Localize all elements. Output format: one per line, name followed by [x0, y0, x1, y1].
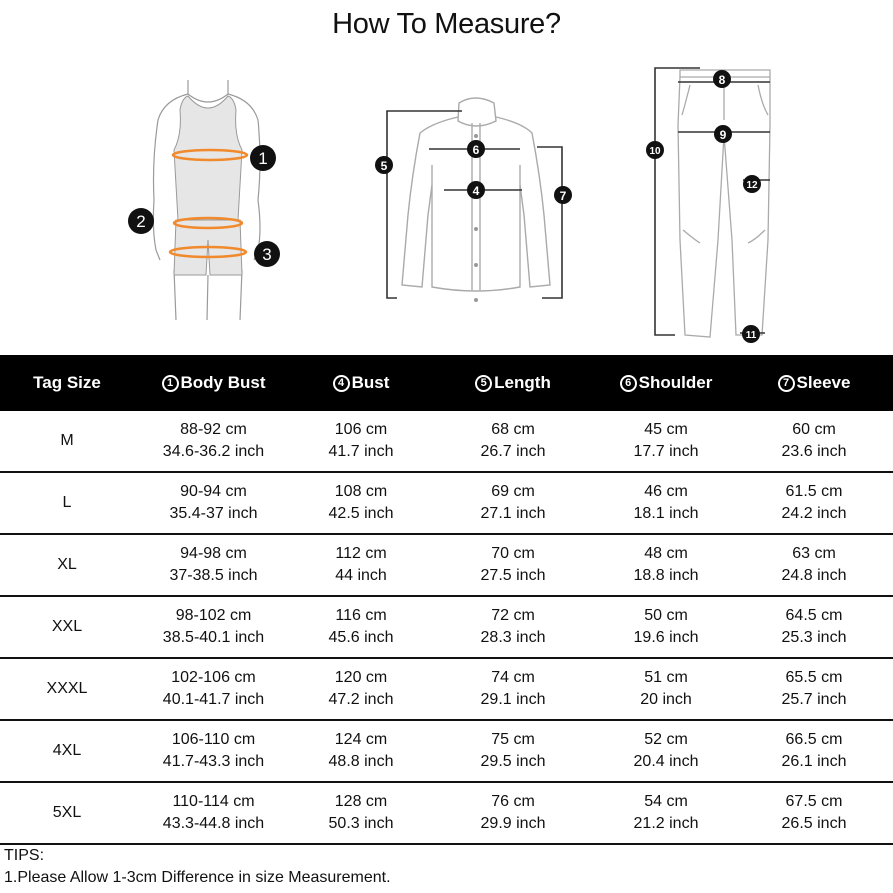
- body-figure-illustration: [130, 80, 290, 350]
- badge-9-icon: [714, 125, 732, 143]
- cell-bust: 108 cm 42.5 inch: [328, 483, 394, 522]
- cell-sleeve: 67.5 cm 26.5 inch: [781, 793, 847, 832]
- table-row: [0, 783, 893, 845]
- cell-length: 68 cm 26.7 inch: [480, 421, 546, 460]
- table-row: [0, 473, 893, 535]
- badge-12-icon: [743, 175, 761, 193]
- table-row: [0, 411, 893, 473]
- badge-3-icon: [254, 241, 280, 267]
- number-4-icon: 4: [333, 375, 350, 392]
- cell-shoulder: 51 cm 20 inch: [640, 669, 692, 708]
- cell-body-bust: 88-92 cm 34.6-36.2 inch: [162, 421, 265, 460]
- svg-text:12: 12: [746, 180, 758, 191]
- cell-length: 74 cm 29.1 inch: [480, 669, 546, 708]
- svg-text:9: 9: [719, 128, 727, 142]
- cell-bust: 124 cm 48.8 inch: [328, 731, 394, 770]
- svg-text:2: 2: [136, 212, 146, 231]
- cell-shoulder: 48 cm 18.8 inch: [633, 545, 699, 584]
- cell-bust: 128 cm 50.3 inch: [328, 793, 394, 832]
- cell-sleeve: 61.5 cm 24.2 inch: [781, 483, 847, 522]
- table-row: [0, 597, 893, 659]
- cell-length: 72 cm 28.3 inch: [480, 607, 546, 646]
- badge-10-icon: [646, 141, 664, 159]
- svg-text:11: 11: [745, 330, 757, 341]
- cell-bust: 120 cm 47.2 inch: [328, 669, 394, 708]
- cell-body-bust: 110-114 cm 43.3-44.8 inch: [162, 793, 265, 832]
- svg-text:3: 3: [262, 245, 272, 264]
- measurement-illustrations: [0, 55, 893, 355]
- table-row: [0, 721, 893, 783]
- cell-size: 4XL: [52, 742, 82, 759]
- cell-size: 5XL: [52, 804, 82, 821]
- number-1-icon: 1: [162, 375, 179, 392]
- svg-text:1: 1: [258, 149, 268, 168]
- cell-bust: 116 cm 45.6 inch: [328, 607, 394, 646]
- pants-illustration: [640, 65, 780, 345]
- cell-size: XL: [57, 556, 77, 573]
- header-shoulder: 6 Shoulder: [597, 373, 735, 393]
- cell-sleeve: 64.5 cm 25.3 inch: [781, 607, 847, 646]
- table-row: [0, 535, 893, 597]
- header-length: 5 Length: [429, 373, 597, 393]
- cell-size: XXXL: [46, 680, 88, 697]
- cell-sleeve: 66.5 cm 26.1 inch: [781, 731, 847, 770]
- size-chart-table: [0, 355, 893, 845]
- cell-shoulder: 46 cm 18.1 inch: [633, 483, 699, 522]
- header-body-bust: 1 Body Bust: [134, 373, 293, 393]
- header-sleeve: 7 Sleeve: [735, 373, 893, 393]
- badge-7-icon: [554, 186, 572, 204]
- page-title: How To Measure?: [332, 8, 561, 40]
- svg-text:5: 5: [380, 159, 388, 173]
- cell-sleeve: 60 cm 23.6 inch: [781, 421, 847, 460]
- cell-length: 75 cm 29.5 inch: [480, 731, 546, 770]
- number-5-icon: 5: [475, 375, 492, 392]
- badge-11-icon: [742, 325, 760, 343]
- svg-text:6: 6: [472, 143, 480, 157]
- cell-body-bust: 106-110 cm 41.7-43.3 inch: [162, 731, 265, 770]
- cell-bust: 106 cm 41.7 inch: [328, 421, 394, 460]
- cell-sleeve: 63 cm 24.8 inch: [781, 545, 847, 584]
- cell-shoulder: 50 cm 19.6 inch: [633, 607, 699, 646]
- cell-length: 69 cm 27.1 inch: [480, 483, 546, 522]
- cell-body-bust: 98-102 cm 38.5-40.1 inch: [162, 607, 265, 646]
- header-bust: 4 Bust: [293, 373, 429, 393]
- cell-body-bust: 102-106 cm 40.1-41.7 inch: [162, 669, 265, 708]
- tips-section: [4, 845, 391, 889]
- cell-body-bust: 94-98 cm 37-38.5 inch: [169, 545, 258, 584]
- number-7-icon: 7: [778, 375, 795, 392]
- badge-6-icon: [467, 140, 485, 158]
- svg-text:7: 7: [559, 189, 567, 203]
- svg-text:4: 4: [472, 184, 480, 198]
- cell-sleeve: 65.5 cm 25.7 inch: [781, 669, 847, 708]
- cell-body-bust: 90-94 cm 35.4-37 inch: [169, 483, 258, 522]
- header-tag-size: Tag Size: [33, 373, 101, 392]
- badge-2-icon: [128, 208, 154, 234]
- cell-size: M: [60, 432, 74, 449]
- cell-shoulder: 52 cm 20.4 inch: [633, 731, 699, 770]
- badge-4-icon: [467, 181, 485, 199]
- cell-length: 70 cm 27.5 inch: [480, 545, 546, 584]
- body-figure: [130, 80, 290, 350]
- jacket-illustration: [372, 95, 577, 305]
- badge-1-icon: [250, 145, 276, 171]
- badge-8-icon: [713, 70, 731, 88]
- svg-text:10: 10: [649, 146, 661, 157]
- pants-figure: [640, 65, 780, 345]
- cell-shoulder: 54 cm 21.2 inch: [633, 793, 699, 832]
- cell-shoulder: 45 cm 17.7 inch: [633, 421, 699, 460]
- cell-size: L: [62, 494, 72, 511]
- cell-bust: 112 cm 44 inch: [335, 545, 387, 584]
- cell-size: XXL: [51, 618, 83, 635]
- table-header: [0, 355, 893, 411]
- number-6-icon: 6: [620, 375, 637, 392]
- tips-heading: TIPS:: [4, 847, 45, 864]
- jacket-figure: [372, 95, 577, 305]
- cell-length: 76 cm 29.9 inch: [480, 793, 546, 832]
- badge-5-icon: [375, 156, 393, 174]
- svg-text:8: 8: [718, 73, 726, 87]
- tip-item: 1.Please Allow 1-3cm Difference in size Measurement.: [4, 869, 391, 886]
- table-row: [0, 659, 893, 721]
